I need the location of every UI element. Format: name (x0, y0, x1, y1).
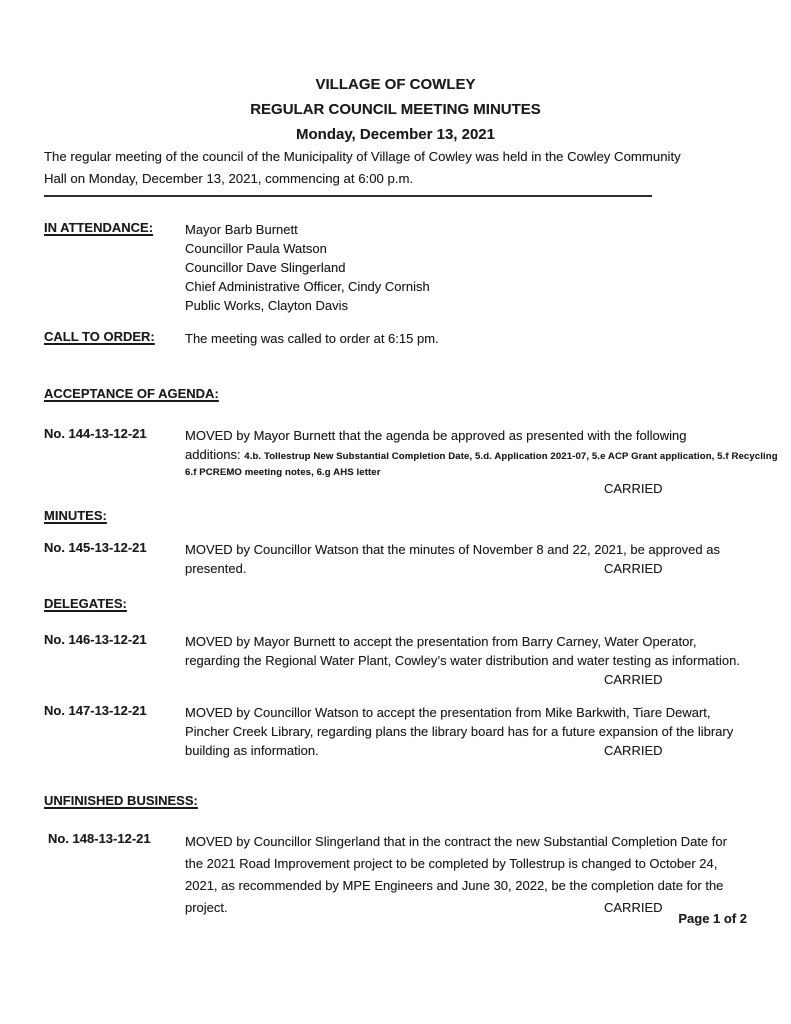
motion-144-line-1: MOVED by Mayor Burnett that the agenda be approved as presented with the following (185, 428, 687, 443)
motion-145-line-2: presented. (185, 561, 247, 576)
delegates-section-heading: DELEGATES: (44, 596, 127, 611)
motion-147-carried-status: CARRIED (604, 743, 663, 758)
document-title-block (44, 72, 747, 147)
motion-146-body (185, 632, 747, 689)
motion-146-number: No. 146-13-12-21 (44, 632, 147, 647)
attendee: Councillor Dave Slingerland (185, 260, 346, 275)
organization-title: VILLAGE OF COWLEY (315, 76, 476, 93)
attendee: Chief Administrative Officer, Cindy Cornish (185, 279, 430, 294)
intro-line-2: Hall on Monday, December 13, 2021, commencing at 6:00 p.m. (44, 171, 414, 186)
motion-144-additions-line (185, 445, 778, 466)
intro-line-1: The regular meeting of the council of the Municipality of Village of Cowley was held in the Cowley Community (44, 149, 681, 164)
motion-144-carried-status: CARRIED (604, 481, 663, 496)
motion-146-carried-status: CARRIED (604, 672, 663, 687)
motion-144-number: No. 144-13-12-21 (44, 426, 147, 441)
motion-146-line-1: MOVED by Mayor Burnett to accept the presentation from Barry Carney, Water Operator, (185, 634, 697, 649)
attendance-label: IN ATTENDANCE: (44, 220, 154, 235)
motion-145-number: No. 145-13-12-21 (44, 540, 147, 555)
attendee: Councillor Paula Watson (185, 241, 327, 256)
motion-145-body (185, 540, 747, 578)
motion-147-line-3: building as information. (185, 743, 319, 758)
motion-146-line-2: regarding the Regional Water Plant, Cowley’s water distribution and water testing as information. (185, 653, 740, 668)
motion-148 (44, 831, 747, 919)
motion-148-line-4: project. (185, 900, 228, 915)
motion-145-line-1: MOVED by Councillor Watson that the minutes of November 8 and 22, 2021, be approved as (185, 542, 720, 557)
header-divider-rule (44, 195, 652, 197)
motion-148-number: No. 148-13-12-21 (48, 831, 151, 846)
motion-144-body (185, 426, 778, 498)
minutes-section-heading: MINUTES: (44, 508, 107, 523)
motion-145-last-line (185, 559, 747, 578)
additions-label: additions: (185, 447, 245, 462)
motion-146 (44, 632, 747, 689)
attendee: Mayor Barb Burnett (185, 222, 298, 237)
motion-147-body (185, 703, 747, 760)
additions-detail-2: 6.f PCREMO meeting notes, 6.g AHS letter (185, 467, 381, 478)
unfinished-business-heading: UNFINISHED BUSINESS: (44, 793, 198, 808)
motion-148-line-2: the 2021 Road Improvement project to be completed by Tollestrup is changed to October 24, (185, 856, 718, 871)
motion-144 (44, 426, 778, 498)
attendance-section (44, 220, 747, 315)
additions-detail-1: 4.b. Tollestrup New Substantial Completion Date, 5.d. Application 2021-07, 5.e ACP Grant application, 5.f Recycling (244, 451, 778, 462)
motion-145-carried-status: CARRIED (604, 561, 663, 576)
motion-147-number: No. 147-13-12-21 (44, 703, 147, 718)
call-to-order-text: The meeting was called to order at 6:15 pm. (185, 331, 439, 346)
document-type-title: REGULAR COUNCIL MEETING MINUTES (250, 101, 541, 118)
motion-145 (44, 540, 747, 578)
motion-148-carried-status: CARRIED (604, 900, 663, 915)
page-number-footer: Page 1 of 2 (678, 911, 747, 926)
meeting-date-title: Monday, December 13, 2021 (296, 126, 495, 143)
call-to-order-label: CALL TO ORDER: (44, 329, 155, 344)
intro-paragraph (44, 146, 747, 190)
call-to-order-section (44, 329, 747, 348)
attendance-list (185, 220, 747, 315)
motion-147-last-line (185, 741, 747, 760)
motion-147-line-1: MOVED by Councillor Watson to accept the presentation from Mike Barkwith, Tiare Dewart, (185, 705, 711, 720)
motion-147 (44, 703, 747, 760)
motion-148-line-1: MOVED by Councillor Slingerland that in the contract the new Substantial Completion Date for (185, 834, 727, 849)
motion-148-line-3: 2021, as recommended by MPE Engineers and June 30, 2022, be the completion date for the (185, 878, 724, 893)
motion-148-body (185, 831, 747, 919)
attendee: Public Works, Clayton Davis (185, 298, 349, 313)
agenda-section-heading: ACCEPTANCE OF AGENDA: (44, 386, 219, 401)
motion-147-line-2: Pincher Creek Library, regarding plans the library board has for a future expansion of the library (185, 724, 734, 739)
